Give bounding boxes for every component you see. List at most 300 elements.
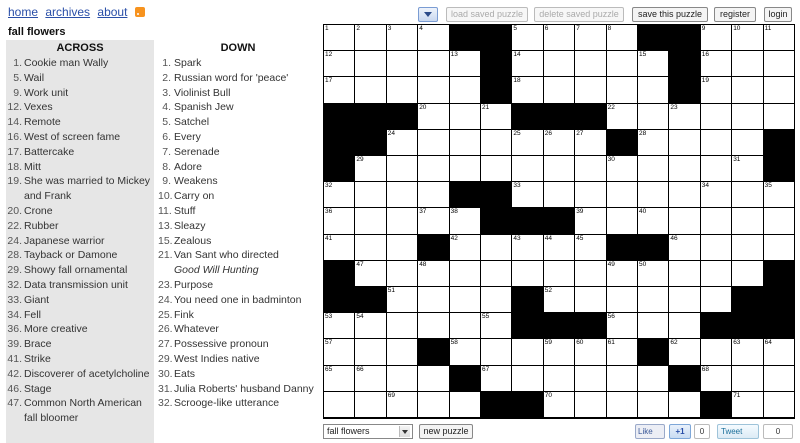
across-clue[interactable] xyxy=(6,100,154,115)
grid-cell[interactable] xyxy=(512,25,542,50)
grid-cell[interactable] xyxy=(669,156,699,181)
clue-text: Adore xyxy=(174,160,203,173)
grid-cell[interactable] xyxy=(701,25,731,50)
grid-cell[interactable] xyxy=(607,104,637,129)
across-heading: ACROSS xyxy=(56,42,104,54)
down-clue[interactable] xyxy=(158,337,318,352)
grid-cell[interactable] xyxy=(512,156,542,181)
grid-cell[interactable] xyxy=(638,208,668,233)
across-clue[interactable] xyxy=(6,56,154,71)
delete-saved-puzzle-button[interactable]: delete saved puzzle xyxy=(534,7,624,22)
site-nav xyxy=(8,5,145,19)
grid-cell[interactable] xyxy=(512,130,542,155)
clue-text: Strike xyxy=(24,352,51,365)
grid-cell[interactable] xyxy=(450,339,480,364)
grid-cell[interactable] xyxy=(355,25,385,50)
grid-cell[interactable] xyxy=(355,366,385,391)
grid-cell[interactable] xyxy=(701,287,731,312)
clue-text: Violinist Bull xyxy=(174,86,231,99)
grid-cell[interactable] xyxy=(575,130,605,155)
grid-cell[interactable] xyxy=(387,339,417,364)
clue-text: West of screen fame xyxy=(24,130,121,143)
grid-cell[interactable] xyxy=(669,287,699,312)
grid-cell[interactable] xyxy=(418,156,448,181)
clue-number: 18. xyxy=(7,160,22,173)
grid-cell[interactable] xyxy=(701,156,731,181)
clue-text: You need one in badminton xyxy=(174,293,302,306)
across-clue[interactable] xyxy=(6,396,154,426)
grid-cell[interactable] xyxy=(387,366,417,391)
grid-cell[interactable] xyxy=(764,182,794,207)
across-clue[interactable] xyxy=(6,234,154,249)
across-clue[interactable] xyxy=(6,204,154,219)
grid-cell[interactable] xyxy=(450,104,480,129)
clue-number: 24. xyxy=(7,234,22,247)
black-square xyxy=(701,392,731,417)
grid-cell[interactable] xyxy=(669,208,699,233)
grid-cell[interactable] xyxy=(418,208,448,233)
down-clue[interactable] xyxy=(158,56,318,71)
grid-cell[interactable] xyxy=(544,51,574,76)
grid-cell[interactable] xyxy=(732,208,762,233)
grid-cell[interactable] xyxy=(324,182,354,207)
grid-cell[interactable] xyxy=(575,235,605,260)
across-clue[interactable] xyxy=(6,145,154,160)
cell-number: 67 xyxy=(481,365,490,373)
down-heading: DOWN xyxy=(220,42,256,54)
grid-cell[interactable] xyxy=(701,261,731,286)
grid-cell[interactable] xyxy=(669,392,699,417)
grid-cell[interactable] xyxy=(355,208,385,233)
down-clue[interactable] xyxy=(158,219,318,234)
grid-cell[interactable] xyxy=(544,182,574,207)
grid-cell[interactable] xyxy=(512,77,542,102)
grid-cell[interactable] xyxy=(324,77,354,102)
cell-number: 13 xyxy=(450,51,458,59)
grid-cell[interactable] xyxy=(607,313,637,338)
grid-cell[interactable] xyxy=(764,208,794,233)
grid-cell[interactable] xyxy=(450,392,480,417)
cell-number: 36 xyxy=(325,208,333,216)
grid-cell[interactable] xyxy=(701,366,731,391)
grid-cell[interactable] xyxy=(387,130,417,155)
grid-cell[interactable] xyxy=(764,235,794,260)
grid-cell[interactable] xyxy=(450,51,480,76)
grid-cell[interactable] xyxy=(764,366,794,391)
cell-number: 2 xyxy=(356,25,361,32)
grid-cell[interactable] xyxy=(387,77,417,102)
cell-number: 32 xyxy=(325,182,333,190)
down-clue[interactable] xyxy=(158,130,318,145)
grid-cell[interactable] xyxy=(512,51,542,76)
black-square xyxy=(669,25,699,50)
register-button[interactable]: register xyxy=(714,7,756,22)
grid-cell[interactable] xyxy=(481,104,511,129)
down-clue[interactable] xyxy=(158,367,318,382)
grid-cell[interactable] xyxy=(355,182,385,207)
grid-cell[interactable] xyxy=(387,182,417,207)
grid-cell[interactable] xyxy=(701,77,731,102)
grid-cell[interactable] xyxy=(450,235,480,260)
across-clue[interactable] xyxy=(6,293,154,308)
grid-cell[interactable] xyxy=(638,366,668,391)
grid-cell[interactable] xyxy=(324,366,354,391)
grid-cell[interactable] xyxy=(764,392,794,417)
grid-cell[interactable] xyxy=(418,392,448,417)
black-square xyxy=(512,313,542,338)
grid-cell[interactable] xyxy=(607,77,637,102)
black-square xyxy=(512,287,542,312)
grid-cell[interactable] xyxy=(418,25,448,50)
grid-cell[interactable] xyxy=(387,392,417,417)
clue-text: Zealous xyxy=(174,234,212,247)
down-clue[interactable] xyxy=(158,160,318,175)
clue-number: 26. xyxy=(158,323,173,336)
grid-cell[interactable] xyxy=(387,313,417,338)
grid-cell[interactable] xyxy=(669,182,699,207)
grid-cell[interactable] xyxy=(324,51,354,76)
clue-number: 31. xyxy=(158,382,173,395)
grid-cell[interactable] xyxy=(701,130,731,155)
down-clue[interactable] xyxy=(158,396,318,411)
grid-cell[interactable] xyxy=(607,339,637,364)
tweet-button[interactable] xyxy=(717,424,759,439)
new-puzzle-button[interactable]: new puzzle xyxy=(419,424,473,439)
grid-cell[interactable] xyxy=(732,156,762,181)
grid-cell[interactable] xyxy=(418,261,448,286)
grid-cell[interactable] xyxy=(607,25,637,50)
grid-cell[interactable] xyxy=(638,104,668,129)
grid-cell[interactable] xyxy=(544,392,574,417)
across-clue[interactable] xyxy=(6,322,154,337)
cell-number: 24 xyxy=(387,129,396,137)
clue-text: Russian word for 'peace' xyxy=(174,71,289,84)
grid-cell[interactable] xyxy=(607,156,637,181)
grid-cell[interactable] xyxy=(607,392,637,417)
cell-number: 31 xyxy=(733,156,741,163)
grid-cell[interactable] xyxy=(575,208,605,233)
down-clue[interactable] xyxy=(158,234,318,249)
grid-cell[interactable] xyxy=(418,366,448,391)
grid-cell[interactable] xyxy=(355,339,385,364)
grid-cell[interactable] xyxy=(544,366,574,391)
grid-cell[interactable] xyxy=(575,182,605,207)
down-clue[interactable] xyxy=(158,382,318,397)
grid-cell[interactable] xyxy=(575,25,605,50)
grid-cell[interactable] xyxy=(638,287,668,312)
cell-number: 7 xyxy=(576,25,580,32)
grid-cell[interactable] xyxy=(544,130,574,155)
black-square xyxy=(450,25,480,50)
across-clue[interactable] xyxy=(6,219,154,234)
clue-number: 5. xyxy=(162,116,171,129)
grid-cell[interactable] xyxy=(701,182,731,207)
login-button[interactable]: login xyxy=(764,7,792,22)
black-square xyxy=(481,392,511,417)
nav-home-link[interactable]: home xyxy=(8,5,39,19)
down-clue[interactable] xyxy=(158,352,318,367)
save-puzzle-button[interactable]: save this puzzle xyxy=(632,7,708,22)
grid-cell[interactable] xyxy=(669,339,699,364)
cell-number: 16 xyxy=(701,51,710,59)
cell-number: 44 xyxy=(544,234,553,242)
grid-cell[interactable] xyxy=(544,156,574,181)
grid-cell[interactable] xyxy=(481,130,511,155)
grid-cell[interactable] xyxy=(355,156,385,181)
grid-cell[interactable] xyxy=(418,182,448,207)
grid-cell[interactable] xyxy=(355,51,385,76)
grid-cell[interactable] xyxy=(638,392,668,417)
grid-cell[interactable] xyxy=(450,156,480,181)
grid-cell[interactable] xyxy=(669,313,699,338)
grid-cell[interactable] xyxy=(701,104,731,129)
saved-puzzle-dropdown[interactable] xyxy=(418,7,438,22)
grid-cell[interactable] xyxy=(732,235,762,260)
grid-cell[interactable] xyxy=(669,261,699,286)
grid-cell[interactable] xyxy=(544,77,574,102)
down-clue[interactable] xyxy=(158,189,318,204)
rss-icon[interactable] xyxy=(135,7,145,17)
clue-number: 23. xyxy=(158,278,173,291)
grid-cell[interactable] xyxy=(701,339,731,364)
cell-number: 6 xyxy=(544,25,549,32)
clue-number: 15. xyxy=(158,234,173,247)
google-plus-count: 0 xyxy=(694,424,710,439)
grid-cell[interactable] xyxy=(324,235,354,260)
grid-cell[interactable] xyxy=(544,235,574,260)
cell-number: 51 xyxy=(387,287,396,294)
down-clue[interactable] xyxy=(158,71,318,86)
grid-cell[interactable] xyxy=(732,25,762,50)
grid-cell[interactable] xyxy=(669,130,699,155)
nav-archives-link[interactable]: archives xyxy=(45,5,91,19)
grid-cell[interactable] xyxy=(355,313,385,338)
grid-cell[interactable] xyxy=(701,51,731,76)
across-clue[interactable] xyxy=(6,160,154,175)
down-clue[interactable] xyxy=(158,308,318,323)
grid-cell[interactable] xyxy=(607,261,637,286)
grid-cell[interactable] xyxy=(387,156,417,181)
down-clue[interactable] xyxy=(158,204,318,219)
grid-cell[interactable] xyxy=(355,235,385,260)
clue-text: She was married to Mickey and Frank xyxy=(24,175,151,203)
grid-cell[interactable] xyxy=(764,25,794,50)
grid-cell[interactable] xyxy=(638,261,668,286)
down-clue[interactable] xyxy=(158,100,318,115)
grid-cell[interactable] xyxy=(418,104,448,129)
grid-cell[interactable] xyxy=(450,130,480,155)
down-clue[interactable] xyxy=(158,322,318,337)
down-clue[interactable] xyxy=(158,115,318,130)
down-clue[interactable] xyxy=(158,174,318,189)
facebook-like-button[interactable] xyxy=(635,424,665,439)
grid-cell[interactable] xyxy=(481,313,511,338)
black-square xyxy=(669,51,699,76)
grid-cell[interactable] xyxy=(324,25,354,50)
black-square xyxy=(669,366,699,391)
grid-cell[interactable] xyxy=(575,261,605,286)
clue-number: 19. xyxy=(7,175,22,188)
black-square xyxy=(575,313,605,338)
google-plus-button[interactable]: +1 xyxy=(669,424,691,439)
grid-cell[interactable] xyxy=(638,313,668,338)
puzzle-select[interactable] xyxy=(323,424,413,439)
grid-cell[interactable] xyxy=(638,77,668,102)
across-clue[interactable] xyxy=(6,278,154,293)
grid-cell[interactable] xyxy=(638,130,668,155)
grid-cell[interactable] xyxy=(701,235,731,260)
puzzle-select-value: fall flowers xyxy=(327,426,370,436)
grid-cell[interactable] xyxy=(355,392,385,417)
across-clue[interactable] xyxy=(6,174,154,204)
down-clue[interactable] xyxy=(158,293,318,308)
grid-cell[interactable] xyxy=(638,156,668,181)
down-clue[interactable] xyxy=(158,248,318,278)
grid-cell[interactable] xyxy=(764,51,794,76)
grid-cell[interactable] xyxy=(607,182,637,207)
grid-cell[interactable] xyxy=(764,77,794,102)
down-clue[interactable] xyxy=(158,86,318,101)
clue-number: 13. xyxy=(158,219,173,232)
clue-text: Sleazy xyxy=(174,219,206,232)
grid-cell[interactable] xyxy=(355,77,385,102)
nav-about-link[interactable]: about xyxy=(97,5,128,19)
grid-cell[interactable] xyxy=(544,25,574,50)
grid-cell[interactable] xyxy=(732,261,762,286)
grid-cell[interactable] xyxy=(575,392,605,417)
grid-cell[interactable] xyxy=(669,235,699,260)
across-clue[interactable] xyxy=(6,382,154,397)
grid-cell[interactable] xyxy=(607,287,637,312)
grid-cell[interactable] xyxy=(544,339,574,364)
grid-cell[interactable] xyxy=(512,182,542,207)
grid-cell[interactable] xyxy=(324,313,354,338)
grid-cell[interactable] xyxy=(512,366,542,391)
puzzle-title: fall flowers xyxy=(8,26,66,38)
grid-cell[interactable] xyxy=(481,366,511,391)
grid-cell[interactable] xyxy=(387,235,417,260)
grid-cell[interactable] xyxy=(575,156,605,181)
grid-cell[interactable] xyxy=(732,366,762,391)
black-square xyxy=(764,261,794,286)
black-square xyxy=(607,235,637,260)
down-clue[interactable] xyxy=(158,278,318,293)
across-clue[interactable] xyxy=(6,352,154,367)
grid-cell[interactable] xyxy=(607,51,637,76)
grid-cell[interactable] xyxy=(418,313,448,338)
grid-cell[interactable] xyxy=(732,77,762,102)
chevron-down-icon xyxy=(399,426,410,437)
grid-cell[interactable] xyxy=(450,313,480,338)
grid-cell[interactable] xyxy=(732,130,762,155)
grid-cell[interactable] xyxy=(387,287,417,312)
black-square xyxy=(481,51,511,76)
cell-number: 8 xyxy=(607,25,612,32)
grid-cell[interactable] xyxy=(607,366,637,391)
puzzle-toolbar xyxy=(418,7,792,22)
clue-number: 6. xyxy=(162,130,171,143)
grid-cell[interactable] xyxy=(418,287,448,312)
grid-cell[interactable] xyxy=(324,392,354,417)
grid-cell[interactable] xyxy=(544,261,574,286)
across-clue[interactable] xyxy=(6,86,154,101)
grid-cell[interactable] xyxy=(418,130,448,155)
grid-cell[interactable] xyxy=(387,25,417,50)
clue-text: Giant xyxy=(24,293,50,306)
across-clue[interactable] xyxy=(6,130,154,145)
grid-cell[interactable] xyxy=(387,208,417,233)
cell-number: 5 xyxy=(513,25,518,32)
clue-text: Purpose xyxy=(174,278,214,291)
grid-cell[interactable] xyxy=(732,339,762,364)
grid-cell[interactable] xyxy=(701,208,731,233)
down-clue[interactable] xyxy=(158,145,318,160)
grid-cell[interactable] xyxy=(481,156,511,181)
grid-cell[interactable] xyxy=(512,261,542,286)
grid-cell[interactable] xyxy=(450,208,480,233)
cell-number: 29 xyxy=(356,156,364,163)
grid-cell[interactable] xyxy=(450,287,480,312)
across-clue[interactable] xyxy=(6,263,154,278)
grid-cell[interactable] xyxy=(732,392,762,417)
grid-cell[interactable] xyxy=(387,261,417,286)
grid-cell[interactable] xyxy=(575,287,605,312)
grid-cell[interactable] xyxy=(575,339,605,364)
grid-cell[interactable] xyxy=(481,235,511,260)
grid-cell[interactable] xyxy=(418,77,448,102)
across-clue[interactable] xyxy=(6,367,154,382)
grid-cell[interactable] xyxy=(638,182,668,207)
cell-number: 21 xyxy=(481,103,490,111)
across-clue[interactable] xyxy=(6,115,154,130)
grid-cell[interactable] xyxy=(575,51,605,76)
clue-number: 17. xyxy=(7,145,22,158)
grid-cell[interactable] xyxy=(669,104,699,129)
grid-cell[interactable] xyxy=(324,208,354,233)
load-saved-puzzle-button[interactable]: load saved puzzle xyxy=(446,7,528,22)
across-clue[interactable] xyxy=(6,337,154,352)
clue-number: 25. xyxy=(158,308,173,321)
grid-cell[interactable] xyxy=(481,287,511,312)
grid-cell[interactable] xyxy=(481,339,511,364)
grid-cell[interactable] xyxy=(387,51,417,76)
grid-cell[interactable] xyxy=(512,339,542,364)
grid-cell[interactable] xyxy=(575,366,605,391)
grid-cell[interactable] xyxy=(764,339,794,364)
across-clue[interactable] xyxy=(6,71,154,86)
grid-cell[interactable] xyxy=(418,51,448,76)
grid-cell[interactable] xyxy=(638,51,668,76)
grid-cell[interactable] xyxy=(481,261,511,286)
grid-cell[interactable] xyxy=(512,235,542,260)
across-clue[interactable] xyxy=(6,248,154,263)
grid-cell[interactable] xyxy=(732,51,762,76)
grid-cell[interactable] xyxy=(607,208,637,233)
across-clue[interactable] xyxy=(6,308,154,323)
black-square xyxy=(575,104,605,129)
grid-cell[interactable] xyxy=(732,182,762,207)
grid-cell[interactable] xyxy=(450,77,480,102)
grid-cell[interactable] xyxy=(764,104,794,129)
cell-number: 52 xyxy=(544,287,553,294)
cell-number: 12 xyxy=(325,51,333,59)
grid-cell[interactable] xyxy=(355,261,385,286)
grid-cell[interactable] xyxy=(450,261,480,286)
grid-cell[interactable] xyxy=(544,287,574,312)
grid-cell[interactable] xyxy=(732,104,762,129)
grid-cell[interactable] xyxy=(575,77,605,102)
grid-cell[interactable] xyxy=(324,339,354,364)
